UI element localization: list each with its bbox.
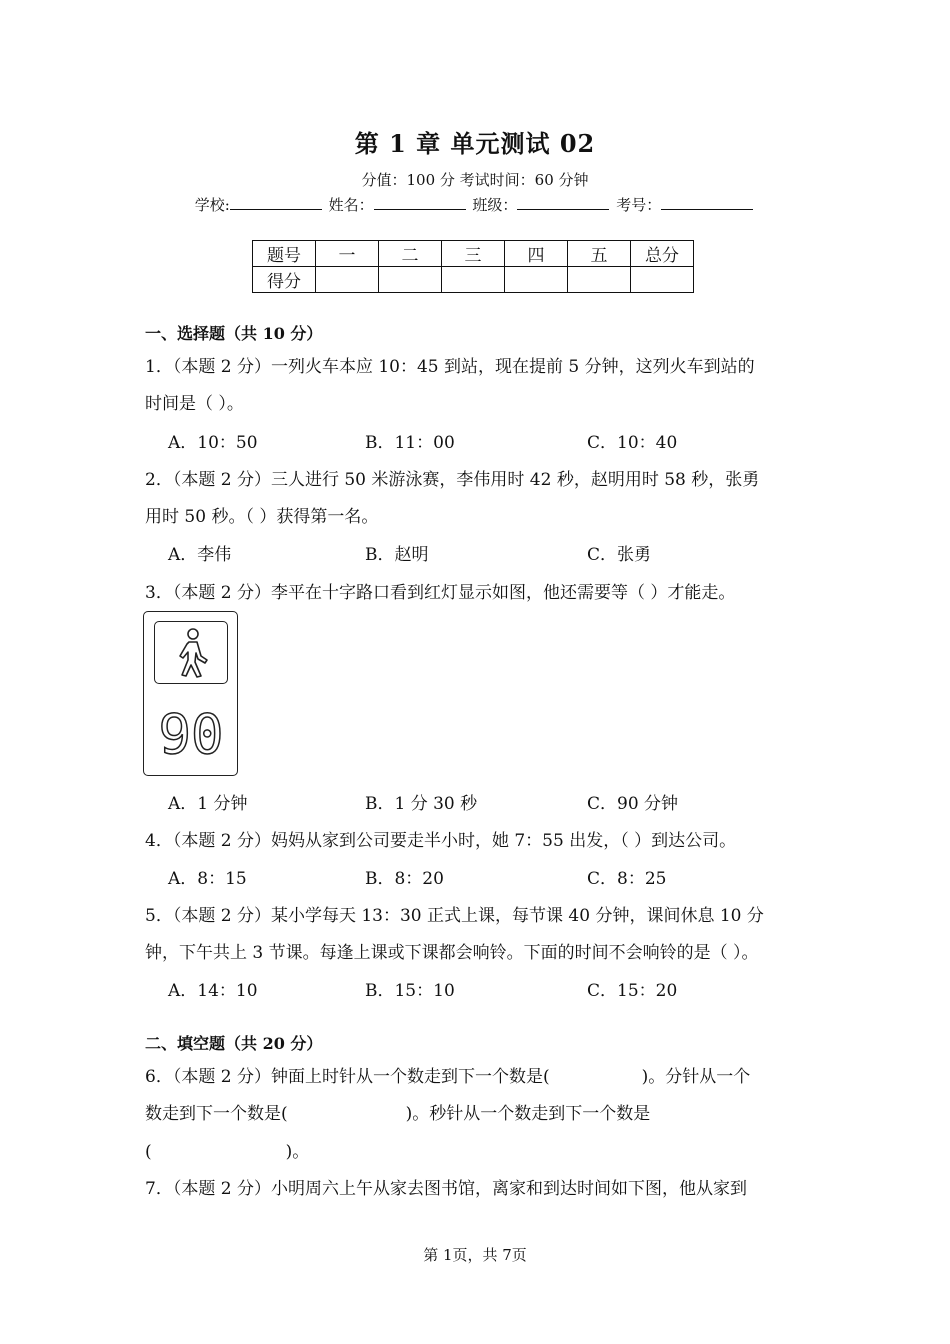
- class-blank[interactable]: [517, 195, 609, 210]
- question-5-line1: 5．（本题 2 分）某小学每天 13：30 正式上课，每节课 40 分钟，课间休息 10 分: [145, 906, 764, 926]
- score-cell: 题号: [253, 241, 316, 267]
- q4-option-c[interactable]: C．8：25: [587, 869, 667, 889]
- question-5-line2: 钟，下午共上 3 节课。每逢上课或下课都会响铃。下面的时间不会响铃的是（ ）。: [145, 943, 759, 963]
- question-6-line3: [145, 1137, 309, 1162]
- q3-option-b[interactable]: B．1 分 30 秒: [365, 794, 478, 814]
- q6-text-1b: )。分针从一个: [641, 1067, 751, 1087]
- question-1-line1: 1．（本题 2 分）一列火车本应 10：45 到站，现在提前 5 分钟，这列火车到站的: [145, 357, 755, 377]
- score-input-cell[interactable]: [505, 267, 568, 293]
- score-input-cell[interactable]: [316, 267, 379, 293]
- score-input-cell[interactable]: [442, 267, 505, 293]
- q5-option-b[interactable]: B．15：10: [365, 981, 455, 1001]
- score-table: [252, 240, 694, 293]
- q6-text-3b: )。: [285, 1142, 310, 1162]
- pedestrian-signal-figure: [143, 611, 238, 776]
- question-2-line1: 2．（本题 2 分）三人进行 50 米游泳赛，李伟用时 42 秒，赵明用时 58 秒，张勇: [145, 470, 760, 490]
- section-heading-fill: 二、填空题（共 20 分）: [145, 1034, 323, 1053]
- question-1-line2: 时间是（ ）。: [145, 394, 244, 414]
- q6-text-3a: (: [145, 1142, 152, 1162]
- question-2-line2: 用时 50 秒。（ ）获得第一名。: [145, 507, 379, 527]
- section-heading-choice: 一、选择题（共 10 分）: [145, 324, 323, 343]
- countdown-digits: [154, 705, 228, 765]
- q2-option-c[interactable]: C．张勇: [587, 545, 652, 565]
- school-blank[interactable]: [230, 195, 322, 210]
- score-cell: 总分: [631, 241, 694, 267]
- q2-option-a[interactable]: A．李伟: [168, 545, 232, 565]
- q1-option-c[interactable]: C．10：40: [587, 433, 678, 453]
- q1-option-b[interactable]: B．11：00: [365, 433, 455, 453]
- score-input-cell[interactable]: [379, 267, 442, 293]
- question-4-line1: 4．（本题 2 分）妈妈从家到公司要走半小时，她 7：55 出发，（ ）到达公司。: [145, 831, 737, 851]
- q6-text-2b: )。秒针从一个数走到下一个数是: [405, 1104, 651, 1124]
- score-cell: 四: [505, 241, 568, 267]
- q2-option-b[interactable]: B．赵明: [365, 545, 429, 565]
- score-cell: 三: [442, 241, 505, 267]
- question-6-line2: [145, 1099, 650, 1124]
- q4-option-b[interactable]: B．8：20: [365, 869, 444, 889]
- q6-text-1a: 6．（本题 2 分）钟面上时针从一个数走到下一个数是(: [145, 1067, 550, 1087]
- q6-text-2a: 数走到下一个数是(: [145, 1104, 288, 1124]
- student-info-fields: [0, 194, 950, 215]
- name-blank[interactable]: [374, 195, 466, 210]
- q3-option-c[interactable]: C．90 分钟: [587, 794, 679, 814]
- question-3-line1: 3．（本题 2 分）李平在十字路口看到红灯显示如图，他还需要等（ ）才能走。: [145, 583, 736, 603]
- score-input-cell[interactable]: [631, 267, 694, 293]
- q1-option-a[interactable]: A．10：50: [168, 433, 258, 453]
- exam-meta: 分值：100 分 考试时间：60 分钟: [361, 171, 589, 189]
- page-title: 第 1 章 单元测试 02: [354, 129, 596, 158]
- name-label: 姓名：: [328, 196, 374, 214]
- score-table-header-row: [253, 241, 694, 267]
- q3-option-a[interactable]: A．1 分钟: [168, 794, 248, 814]
- question-6-line1: [145, 1062, 750, 1087]
- score-table-score-row: [253, 267, 694, 293]
- score-cell: 五: [568, 241, 631, 267]
- score-cell: 得分: [253, 267, 316, 293]
- score-input-cell[interactable]: [568, 267, 631, 293]
- exam-number-label: 考号：: [616, 196, 662, 214]
- class-label: 班级：: [472, 196, 518, 214]
- school-label: 学校:: [194, 196, 230, 214]
- score-cell: 一: [316, 241, 379, 267]
- q5-option-c[interactable]: C．15：20: [587, 981, 678, 1001]
- countdown-digits-value: 90: [158, 705, 224, 765]
- q4-option-a[interactable]: A．8：15: [168, 869, 247, 889]
- exam-number-blank[interactable]: [661, 195, 753, 210]
- page-footer: 第 1页，共 7页: [423, 1246, 527, 1264]
- question-7-line1: 7．（本题 2 分）小明周六上午从家去图书馆，离家和到达时间如下图，他从家到: [145, 1179, 747, 1199]
- walking-person-icon: [154, 621, 228, 684]
- score-cell: 二: [379, 241, 442, 267]
- q5-option-a[interactable]: A．14：10: [168, 981, 258, 1001]
